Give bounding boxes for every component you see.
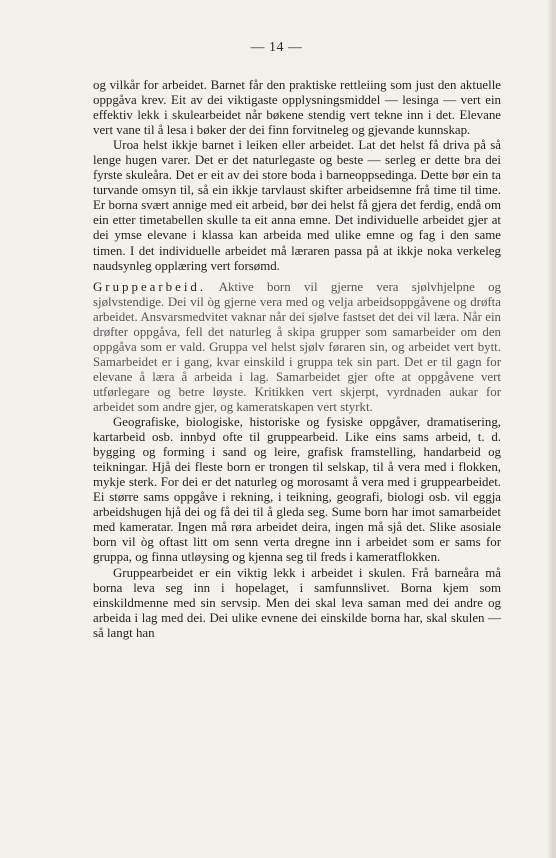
paragraph-4: Geografiske, biologiske, historiske og fysiske oppgåver, dramatisering, kartarbeid osb. innbyd ofte til gruppearbeid. Like eins sams arbeid, t. d. bygging og forming i sand og leire, grafisk framstelling, handarbeid og teikningar. Hjå dei fleste born er trongen til selskap, til å vera med i flokken, mykje sterk. For dei er det naturleg og morosamt å vera med i gruppearbeidet. Ei større sams oppgåve i rekning, i teikning, geografi, biologi osb. vil eggja arbeidshugen hjå dei og få dei til å gleda seg. Sume born har imot samarbeidet med kameratar. Ingen må røra arbeidet deira, ingen må sjå det. Slike asosiale born vil òg oftast litt om senn verta dregne inn i arbeidet som er sams for gruppa, og finna utløysing og kjenna seg til freds i kameratflokken. (93, 415, 501, 565)
paragraph-1: og vilkår for arbeidet. Barnet får den praktiske rettleiing som just den aktuelle oppgåva krev. Eit av dei viktigaste opplysningsmiddel — lesinga — vert ein effektiv lekk i skulearbeidet når bøkene stendig vert tekne inn i det. Elevane vert vane til å lesa i bøker der dei finn forvitneleg og gjevande kunnskap. (93, 78, 501, 138)
page-number: — 14 — (250, 40, 303, 55)
paragraph-3-text: Aktive born vil gjerne vera sjølvhjelpne og sjølvstendige. Dei vil òg gjerne vera med og velja arbeidsoppgåvene og drøfta arbeidet. Ansvarsmedvitet vaknar når dei sjølve fastset det dei vil læra. Når ein drøfter oppgåva, fell det naturleg å skipa grupper som samarbeider om den oppgåva som er vald. Gruppa vel helst sjølv føraren sin, og arbeidet vert bytt. Samarbeidet er i gang, kvar einskild i gruppa tek sin part. Det er til gagn for elevane å læra å arbeida i lag. Samarbeidet gjer ofte at oppgåvene vert utførlegare og betre løyste. Kritikken vert skjerpt, vyrdnaden aukar for arbeidet som andre gjer, og kameratskapen vert styrkt. (93, 279, 501, 414)
paragraph-2: Uroa helst ikkje barnet i leiken eller arbeidet. Lat det helst få driva på så lenge hugen varer. Det er det naturlegaste og beste — serleg er dette bra dei fyrste skuleåra. Det er eit av dei store boda i barneoppsedinga. Dette bør ein ta turvande omsyn til, så ein ikkje tarvlaust skifter arbeidsemne frå time til time. Er borna svært annige med eit arbeid, bør dei helst få gjera det ferdig, endå om ein etter timetabellen skulle ta eit anna emne. Det individuelle arbeidet gjer at dei ymse elevane i klassa kan arbeida med ulike emne og fag i den same timen. I det individuelle arbeidet må læraren passa på at ikkje noka verkeleg naudsynleg opplæring vert forsømd. (93, 138, 501, 273)
section-heading-gruppearbeid: Gruppearbeid. (93, 279, 207, 294)
body-text (93, 78, 501, 641)
paragraph-5: Gruppearbeidet er ein viktig lekk i arbeidet i skulen. Frå barneåra må borna leva seg inn i hopelaget, i samfunnslivet. Borna kjem som einskildmenne med sin servsip. Men dei skal leva saman med dei andre og arbeida i lag med dei. Dei ulike evnene dei einskilde borna har, skal skulen — så langt han (93, 565, 501, 640)
page-edge-shadow (547, 0, 553, 858)
paragraph-3 (93, 280, 501, 415)
